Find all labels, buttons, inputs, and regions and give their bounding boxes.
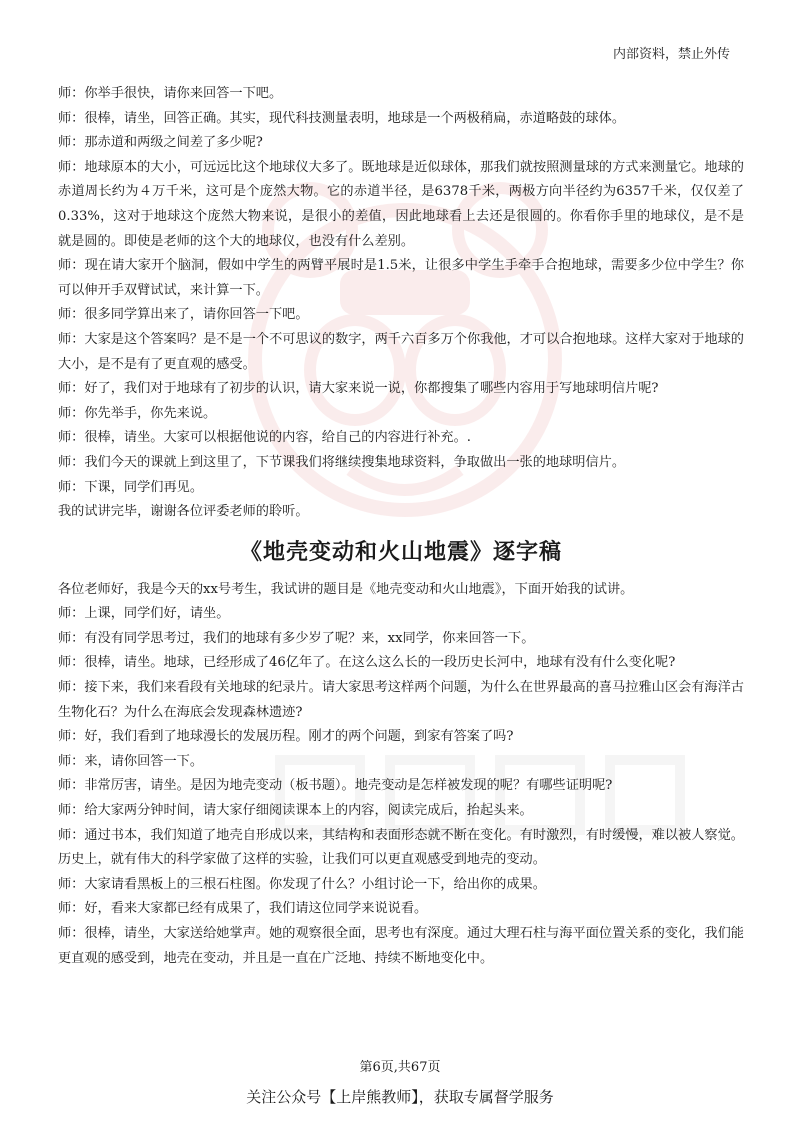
footer-promo: 关注公众号【上岸熊教师】，获取专属督学服务	[246, 1088, 554, 1106]
paragraph: 师：你举手很快，请你来回答一下吧。	[58, 86, 283, 101]
paragraph: 师：给大家两分钟时间，请大家仔细阅读课本上的内容，阅读完成后，抬起头来。	[58, 803, 533, 819]
paragraph: 师：现在请大家开个脑洞，假如中学生的两臂平展时是1.5米，让很多中学生手牵手合抱地球，需要多少位中学生？你可以伸开手双臂试试，来计算一下。	[58, 258, 744, 298]
paragraph: 师：大家请看黑板上的三根石柱图。你发现了什么？小组讨论一下，给出你的成果。	[58, 876, 546, 892]
paragraph: 师：很棒，请坐，大家送给她掌声。她的观察很全面，思考也有深度。通过大理石柱与海平面位置关系的变化，我们能更直观的感受到，地壳在变动，并且是一直在广泛地、持续不断地变化中。	[58, 926, 744, 966]
paragraph: 师：非常厉害，请坐。是因为地壳变动（板书题）。地壳变动是怎样被发现的呢？有哪些证明呢?	[58, 778, 613, 794]
paragraph: 师：好，我们看到了地球漫长的发展历程。刚才的两个问题，到家有答案了吗?	[58, 729, 514, 745]
section-title: 《地壳变动和火山地震》逐字稿	[239, 539, 562, 565]
paragraph: 各位老师好，我是今天的xx号考生，我试讲的题目是《地壳变动和火山地震》，下面开始我的试讲。	[58, 581, 634, 597]
paragraph: 我的试讲完毕，谢谢各位评委老师的聆听。	[58, 504, 309, 520]
paragraph: 师：接下来，我们来看段有关地球的纪录片。请大家思考这样两个问题，为什么在世界最高的喜马拉雅山区会有海洋古生物化石？为什么在海底会发现森林遗迹?	[58, 680, 744, 720]
paragraph: 师：很多同学算出来了，请你回答一下吧。	[58, 307, 309, 323]
paragraph: 师：好，看来大家都已经有成果了，我们请这位同学来说说看。	[58, 901, 428, 917]
paragraph: 师：很棒，请坐，回答正确。其实，现代科技测量表明，地球是一个两极稍扁，赤道略鼓的球体。	[58, 110, 626, 126]
paragraph: 师：很棒，请坐。大家可以根据他说的内容，给自己的内容进行补充。.	[58, 430, 472, 446]
paragraph: 师：地球原本的大小，可远远比这个地球仪大多了。既地球是近似球体，那我们就按照测量球的方式来测量它。地球的赤道周长约为４万千米，这可是个庞然大物。它的赤道半径，是6378千米，两极方向半径约为6357千米，仅仅差了0.33%，这对于地球这个庞然大物来说，是很小的差值，因此地球看上去还是很圆的。你看你手里的地球仪，是不是就是圆的。即使是老师的这个大的地球仪，也没有什么差别。	[58, 159, 744, 249]
confidential-note: 内部资料，禁止外传	[612, 47, 730, 62]
paragraph: 师：很棒，请坐。地球，已经形成了46亿年了。在这么这么长的一段历史长河中，地球有没有什么变化呢?	[58, 655, 676, 671]
document-body	[58, 82, 744, 971]
paragraph: 师：好了，我们对于地球有了初步的认识，请大家来说一说，你都搜集了哪些内容用于写地球明信片呢?	[58, 381, 659, 397]
paragraph: 师：来，请你回答一下。	[58, 753, 204, 769]
paragraph: 师：通过书本，我们知道了地壳自形成以来，其结构和表面形态就不断在变化。有时激烈，有时缓慢，难以被人察觉。历史上，就有伟大的科学家做了这样的实验，让我们可以更直观感受到地壳的变动。	[58, 827, 744, 868]
paragraph: 师：你先举手，你先来说。	[58, 405, 217, 421]
paragraph: 师：有没有同学思考过，我们的地球有多少岁了呢？来，xx同学，你来回答一下。	[58, 630, 535, 646]
page-number: 第6页,共67页	[359, 1060, 441, 1075]
paragraph: 师：下课，同学们再见。	[58, 479, 204, 495]
paragraph: 师：上课，同学们好，请坐。	[58, 606, 230, 622]
paragraph: 师：我们今天的课就上到这里了，下节课我们将继续搜集地球资料，争取做出一张的地球明信片。	[58, 454, 626, 470]
paragraph: 师：大家是这个答案吗？是不是一个不可思议的数字，两千六百多万个你我他，才可以合抱地球。这样大家对于地球的大小，是不是有了更直观的感受。	[58, 331, 744, 372]
paragraph: 师：那赤道和两级之间差了多少呢?	[58, 135, 263, 151]
